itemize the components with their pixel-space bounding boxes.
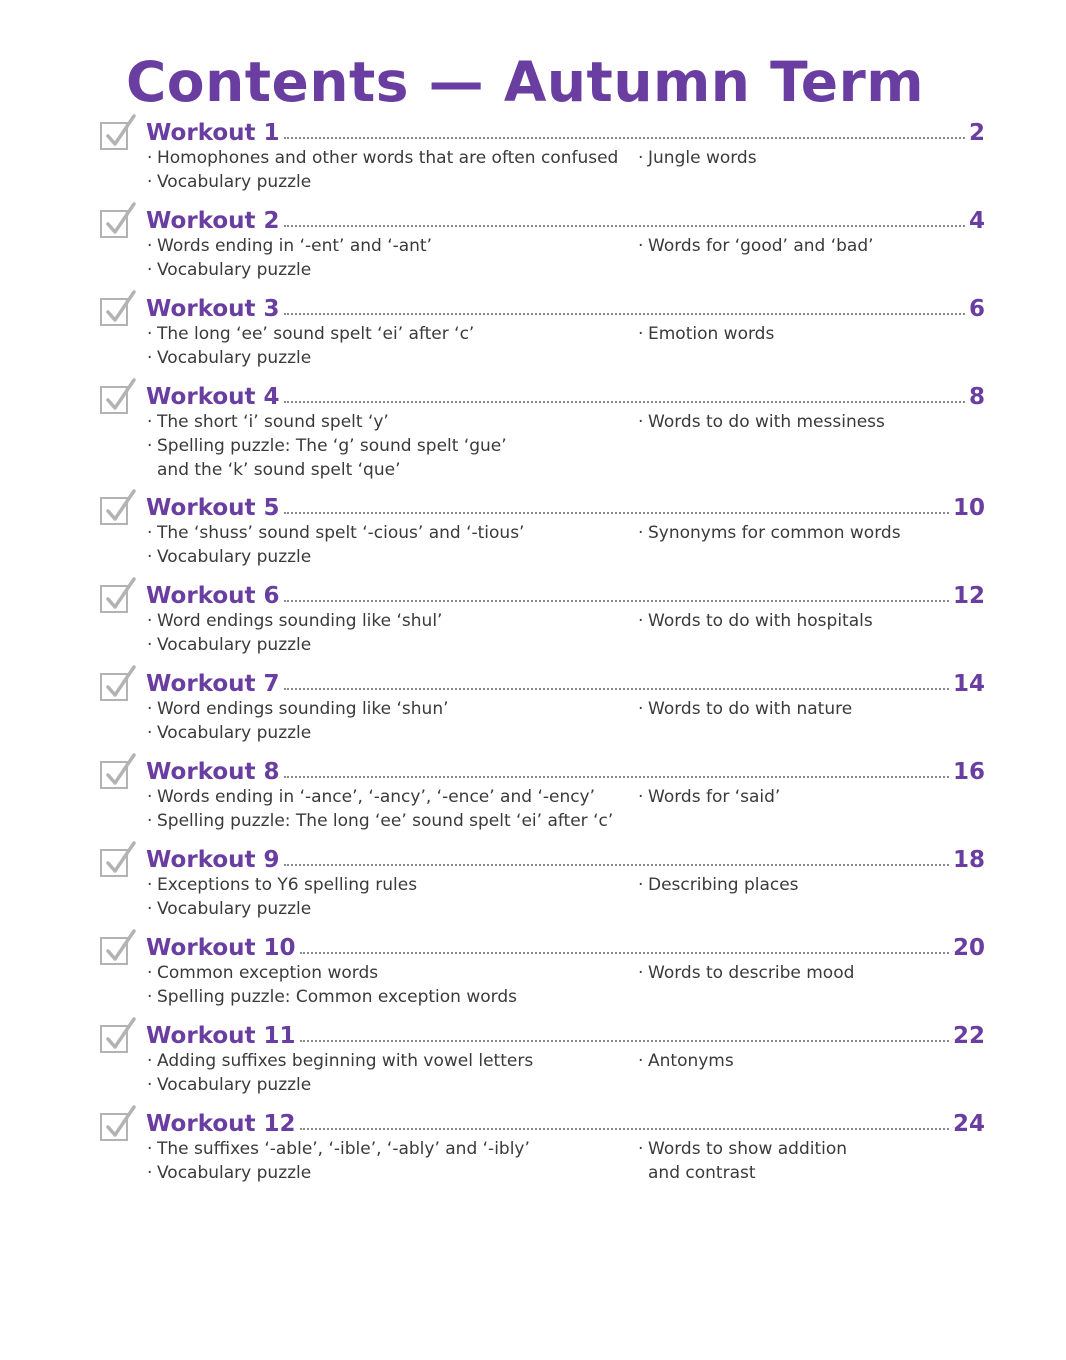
page-number: 24 [952, 1111, 985, 1137]
topic-item: · Spelling puzzle: The ‘g’ sound spelt ‘gue’ [147, 436, 507, 456]
topic-item: · Words ending in ‘-ance’, ‘-ancy’, ‘-ence’ and ‘-ency’ [147, 787, 596, 807]
page-number: 6 [968, 296, 985, 322]
topic-item: · Words to show addition [638, 1139, 848, 1159]
topic-item: · Words to do with messiness [638, 412, 885, 432]
topic-item: · Vocabulary puzzle [147, 348, 312, 368]
workout-title: Workout 4 [146, 384, 280, 410]
dot-leader [284, 137, 965, 139]
topic-item: · Words to describe mood [638, 963, 855, 983]
topic-item: · Vocabulary puzzle [147, 723, 312, 743]
workout-entry [100, 204, 985, 290]
topic-item: · The suffixes ‘-able’, ‘-ible’, ‘-ably’ and ‘-ibly’ [147, 1139, 530, 1159]
topic-item: · Vocabulary puzzle [147, 899, 312, 919]
workout-title: Workout 7 [146, 671, 280, 697]
topic-item: · The short ‘i’ sound spelt ‘y’ [147, 412, 389, 432]
workout-entry [100, 755, 985, 841]
workout-title: Workout 11 [146, 1023, 296, 1049]
page-number: 10 [952, 495, 985, 521]
workout-title: Workout 6 [146, 583, 280, 609]
checkbox-tick-icon[interactable] [100, 210, 128, 238]
topic-item: · Words for ‘said’ [638, 787, 781, 807]
workout-title: Workout 2 [146, 208, 280, 234]
workout-title: Workout 10 [146, 935, 296, 961]
topic-item: · Jungle words [638, 148, 757, 168]
topic-item: · Emotion words [638, 324, 775, 344]
checkbox-tick-icon[interactable] [100, 122, 128, 150]
checkbox-tick-icon[interactable] [100, 1025, 128, 1053]
checkbox-tick-icon[interactable] [100, 585, 128, 613]
workout-title: Workout 8 [146, 759, 280, 785]
dot-leader [284, 864, 949, 866]
topic-item: · Vocabulary puzzle [147, 635, 312, 655]
topic-item: · Vocabulary puzzle [147, 1075, 312, 1095]
topic-item: · Synonyms for common words [638, 523, 901, 543]
topic-item: · Vocabulary puzzle [147, 172, 312, 192]
topic-item: · Vocabulary puzzle [147, 1163, 312, 1183]
topic-item: and contrast [648, 1163, 756, 1183]
topic-item: · Spelling puzzle: The long ‘ee’ sound spelt ‘ei’ after ‘c’ [147, 811, 614, 831]
workout-title: Workout 9 [146, 847, 280, 873]
topic-item: · The long ‘ee’ sound spelt ‘ei’ after ‘c’ [147, 324, 475, 344]
dot-leader [284, 313, 965, 315]
workout-entry [100, 292, 985, 378]
workout-entry [100, 667, 985, 753]
dot-leader [284, 401, 965, 403]
checkbox-tick-icon[interactable] [100, 761, 128, 789]
page-number: 4 [968, 208, 985, 234]
checkbox-tick-icon[interactable] [100, 298, 128, 326]
dot-leader [300, 1040, 949, 1042]
workout-entry [100, 116, 985, 202]
workout-title: Workout 5 [146, 495, 280, 521]
dot-leader [284, 512, 949, 514]
topic-item: · Words ending in ‘-ent’ and ‘-ant’ [147, 236, 433, 256]
checkbox-tick-icon[interactable] [100, 497, 128, 525]
topic-item: · Common exception words [147, 963, 379, 983]
workout-title: Workout 3 [146, 296, 280, 322]
page-number: 20 [952, 935, 985, 961]
topic-item: · Antonyms [638, 1051, 734, 1071]
topic-item: · Spelling puzzle: Common exception words [147, 987, 518, 1007]
topic-item: · Adding suffixes beginning with vowel letters [147, 1051, 534, 1071]
checkbox-tick-icon[interactable] [100, 673, 128, 701]
dot-leader [284, 225, 965, 227]
topic-item: and the ‘k’ sound spelt ‘que’ [157, 460, 401, 480]
checkbox-tick-icon[interactable] [100, 937, 128, 965]
dot-leader [284, 776, 949, 778]
page-number: 8 [968, 384, 985, 410]
checkbox-tick-icon[interactable] [100, 386, 128, 414]
topic-item: · Vocabulary puzzle [147, 260, 312, 280]
page-number: 14 [952, 671, 985, 697]
topic-item: · Exceptions to Y6 spelling rules [147, 875, 418, 895]
topic-item: · Words for ‘good’ and ‘bad’ [638, 236, 874, 256]
checkbox-tick-icon[interactable] [100, 849, 128, 877]
checkbox-tick-icon[interactable] [100, 1113, 128, 1141]
workout-entry [100, 491, 985, 577]
page-number: 22 [952, 1023, 985, 1049]
topic-item: · Describing places [638, 875, 799, 895]
topic-item: · Word endings sounding like ‘shul’ [147, 611, 443, 631]
topic-item: · Words to do with hospitals [638, 611, 873, 631]
page-number: 12 [952, 583, 985, 609]
page-title: Contents — Autumn Term [125, 50, 925, 114]
dot-leader [300, 952, 949, 954]
workout-entry [100, 1107, 985, 1193]
page-number: 18 [952, 847, 985, 873]
topic-item: · Homophones and other words that are often confused [147, 148, 619, 168]
workout-entry [100, 380, 985, 480]
topic-item: · The ‘shuss’ sound spelt ‘-cious’ and ‘-tious’ [147, 523, 525, 543]
dot-leader [284, 688, 949, 690]
workout-title: Workout 1 [146, 120, 280, 146]
workout-entry [100, 931, 985, 1017]
topic-item: · Vocabulary puzzle [147, 547, 312, 567]
topic-item: · Words to do with nature [638, 699, 853, 719]
workout-entry [100, 1019, 985, 1105]
page-number: 2 [968, 120, 985, 146]
topic-item: · Word endings sounding like ‘shun’ [147, 699, 449, 719]
workout-entry [100, 579, 985, 665]
page-number: 16 [952, 759, 985, 785]
workout-entry [100, 843, 985, 929]
dot-leader [284, 600, 949, 602]
dot-leader [300, 1128, 949, 1130]
workout-title: Workout 12 [146, 1111, 296, 1137]
